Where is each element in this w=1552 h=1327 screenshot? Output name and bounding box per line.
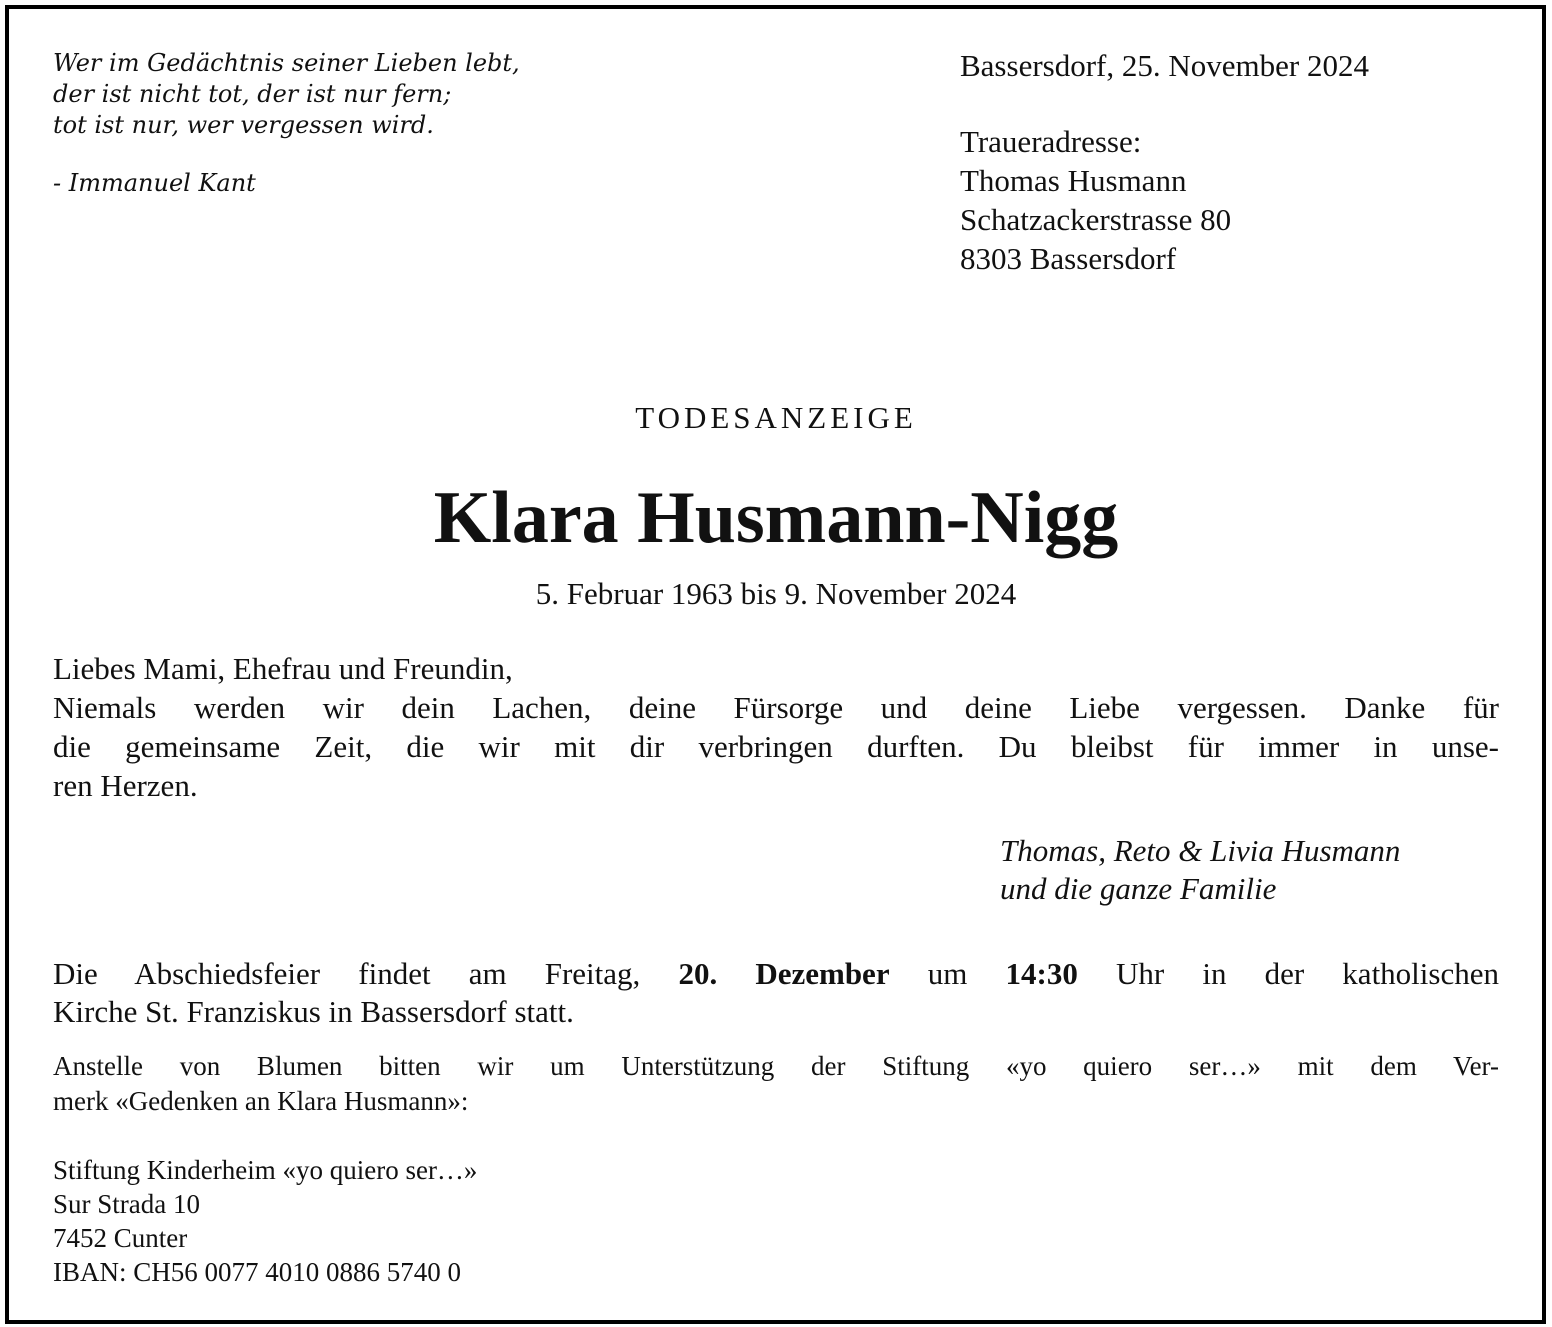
signers-family: und die ganze Familie — [1000, 871, 1277, 906]
donation-line: Anstelle von Blumen bitten wir um Unterstützung der Stiftung «yo quiero ser…» mit dem Ver- — [53, 1051, 1499, 1081]
quote-line: der ist nicht tot, der ist nur fern; — [53, 80, 452, 108]
donation-line: merk «Gedenken an Klara Husmann»: — [53, 1086, 469, 1116]
place-date: Bassersdorf, 25. November 2024 — [960, 48, 1369, 83]
quote-author: - Immanuel Kant — [53, 169, 256, 197]
message-line: Liebes Mami, Ehefrau und Freundin, — [53, 651, 513, 686]
service-line — [53, 955, 1499, 993]
header-block — [960, 46, 1369, 278]
service-text: Die Abschiedsfeier findet am Freitag, — [53, 956, 679, 991]
service-date: 20. Dezember — [678, 956, 890, 991]
bank-details — [53, 1153, 477, 1289]
farewell-message — [53, 649, 1499, 805]
signers — [1000, 832, 1400, 908]
memorial-quote — [53, 48, 520, 199]
deceased-name: Klara Husmann-Nigg — [433, 477, 1119, 559]
quote-line: Wer im Gedächtnis seiner Lieben lebt, — [53, 49, 520, 77]
life-dates: 5. Februar 1963 bis 9. November 2024 — [535, 576, 1017, 611]
address-name: Thomas Husmann — [960, 163, 1187, 198]
service-text: um — [889, 956, 1006, 991]
message-line: Niemals werden wir dein Lachen, deine Fürsorge und deine Liebe vergessen. Danke für — [53, 690, 1499, 725]
service-info — [53, 955, 1499, 1031]
signers-names: Thomas, Reto & Livia Husmann — [1000, 833, 1401, 868]
donation-request — [53, 1049, 1499, 1119]
message-line: die gemeinsame Zeit, die wir mit dir verbringen durften. Du bleibst für immer in unse- — [53, 729, 1499, 764]
notice-label: TODESANZEIGE — [635, 400, 917, 435]
service-location: Kirche St. Franziskus in Bassersdorf statt. — [53, 994, 574, 1029]
service-time: 14:30 — [1005, 956, 1078, 991]
quote-line: tot ist nur, wer vergessen wird. — [53, 111, 434, 139]
address-label: Traueradresse: — [960, 124, 1142, 159]
bank-street: Sur Strada 10 — [53, 1189, 200, 1219]
bank-name: Stiftung Kinderheim «yo quiero ser…» — [53, 1155, 478, 1185]
message-line: ren Herzen. — [53, 768, 198, 803]
address-street: Schatzackerstrasse 80 — [960, 202, 1232, 237]
bank-iban: IBAN: CH56 0077 4010 0886 5740 0 — [53, 1257, 462, 1287]
service-text: Uhr in der katholischen — [1077, 956, 1499, 991]
bank-city: 7452 Cunter — [53, 1223, 188, 1253]
address-city: 8303 Bassersdorf — [960, 241, 1177, 276]
